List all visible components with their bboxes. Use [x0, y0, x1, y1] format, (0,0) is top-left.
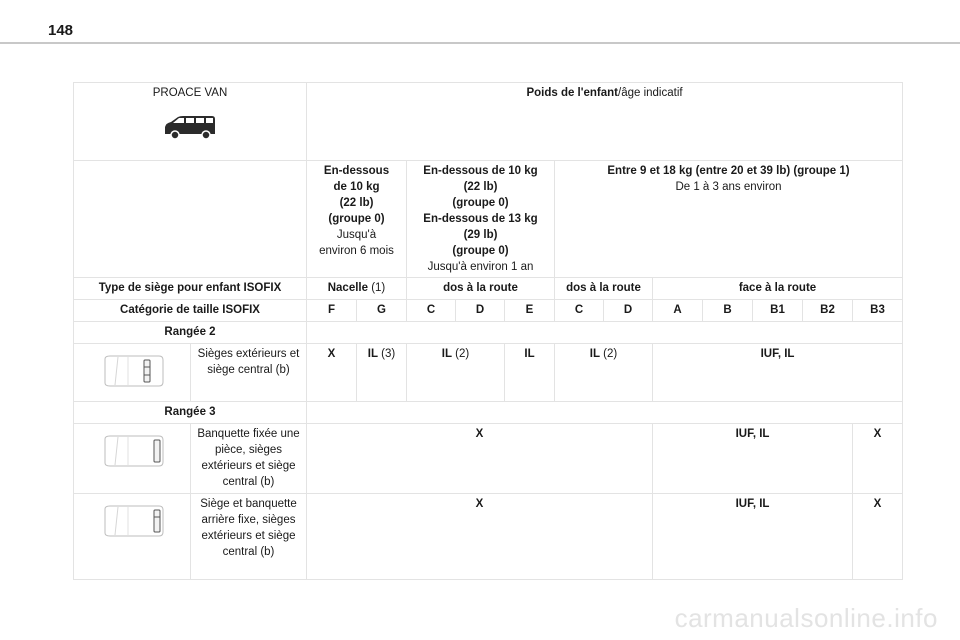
value-cell: X [853, 494, 903, 580]
weight-group-line: En-dessous de 13 kg [423, 213, 538, 225]
size-cell: C [407, 300, 456, 322]
value-note: (3) [377, 348, 396, 360]
size-cell: F [307, 300, 357, 322]
row2-title-row [74, 322, 903, 344]
vehicle-cell [74, 83, 307, 161]
nacelle-note: (1) [368, 282, 386, 294]
weight-header-normal: /âge indicatif [618, 87, 683, 99]
value-bold: IL [441, 348, 452, 360]
weight-group-line: Entre 9 et 18 kg (entre 20 et 39 lb) (groupe 1) [607, 165, 850, 177]
value-cell: IUF, IL [653, 344, 903, 402]
weight-group-1 [407, 161, 555, 278]
value-cell: X [307, 344, 357, 402]
empty-cell [74, 161, 307, 278]
size-category-row [74, 300, 903, 322]
value-cell: IL [505, 344, 555, 402]
row2-data-row [74, 344, 903, 402]
nacelle-bold: Nacelle [327, 282, 369, 294]
isofix-table [73, 82, 903, 580]
rear-facing-cell: dos à la route [407, 278, 555, 300]
size-category-label: Catégorie de taille ISOFIX [74, 300, 307, 322]
value-cell: IUF, IL [653, 424, 853, 494]
weight-header-cell [307, 83, 903, 161]
row3-data-row [74, 494, 903, 580]
weight-group-line: Jusqu'à environ 1 an [427, 261, 534, 273]
row2-description: Sièges extérieurs et siège central (b) [191, 344, 307, 402]
size-cell: D [456, 300, 505, 322]
car-row3-seat-icon [101, 504, 165, 538]
value-cell: X [307, 424, 653, 494]
weight-group-line: environ 6 mois [319, 245, 394, 257]
empty-cell [307, 322, 903, 344]
weight-group-line: (groupe 0) [328, 213, 385, 225]
value-note: (2) [599, 348, 618, 360]
car-row2-icon [101, 354, 165, 388]
size-cell: A [653, 300, 703, 322]
vehicle-name: PROACE VAN [152, 87, 228, 99]
weight-group-line: (22 lb) [339, 197, 374, 209]
row2-title: Rangée 2 [74, 322, 307, 344]
value-note: (2) [451, 348, 470, 360]
seat-type-row [74, 278, 903, 300]
weight-group-line: Jusqu'à [336, 229, 377, 241]
value-cell: X [307, 494, 653, 580]
seat-type-label: Type de siège pour enfant ISOFIX [74, 278, 307, 300]
row3-description: Siège et banquette arrière fixe, sièges extérieurs et siège central (b) [191, 494, 307, 580]
size-cell: B3 [853, 300, 903, 322]
weight-group-2 [555, 161, 903, 278]
value-cell [407, 344, 505, 402]
weight-group-line: (groupe 0) [452, 197, 509, 209]
weight-group-0 [307, 161, 407, 278]
row2-icon-cell [74, 344, 191, 402]
page-number: 148 [48, 22, 74, 39]
size-cell: B2 [803, 300, 853, 322]
weight-group-line: (29 lb) [463, 229, 498, 241]
value-cell: X [853, 424, 903, 494]
value-cell [357, 344, 407, 402]
weight-groups-row [74, 161, 903, 278]
weight-group-line: De 1 à 3 ans environ [675, 181, 782, 193]
size-cell: B1 [753, 300, 803, 322]
value-bold: IL [589, 348, 600, 360]
value-cell: IUF, IL [653, 494, 853, 580]
row3-title: Rangée 3 [74, 402, 307, 424]
size-cell: D [604, 300, 653, 322]
weight-group-line: (groupe 0) [452, 245, 509, 257]
van-icon [162, 113, 218, 143]
watermark: carmanualsonline.info [674, 603, 938, 633]
row3-icon-cell [74, 494, 191, 580]
value-cell [555, 344, 653, 402]
row3-icon-cell [74, 424, 191, 494]
nacelle-cell [307, 278, 407, 300]
size-cell: B [703, 300, 753, 322]
weight-group-line: En-dessous [323, 165, 390, 177]
header-divider [0, 42, 960, 44]
weight-group-line: En-dessous de 10 kg [423, 165, 538, 177]
empty-cell [307, 402, 903, 424]
row3-title-row [74, 402, 903, 424]
value-bold: IL [367, 348, 378, 360]
weight-group-line: (22 lb) [463, 181, 498, 193]
car-row3-bench-icon [101, 434, 165, 468]
row3-data-row [74, 424, 903, 494]
rear-facing-cell: dos à la route [555, 278, 653, 300]
weight-group-line: de 10 kg [333, 181, 380, 193]
table-header-row [74, 83, 903, 161]
size-cell: C [555, 300, 604, 322]
size-cell: G [357, 300, 407, 322]
weight-header-bold: Poids de l'enfant [526, 87, 618, 99]
forward-facing-cell: face à la route [653, 278, 903, 300]
row3-description: Banquette fixée une pièce, sièges extérieurs et siège central (b) [191, 424, 307, 494]
size-cell: E [505, 300, 555, 322]
